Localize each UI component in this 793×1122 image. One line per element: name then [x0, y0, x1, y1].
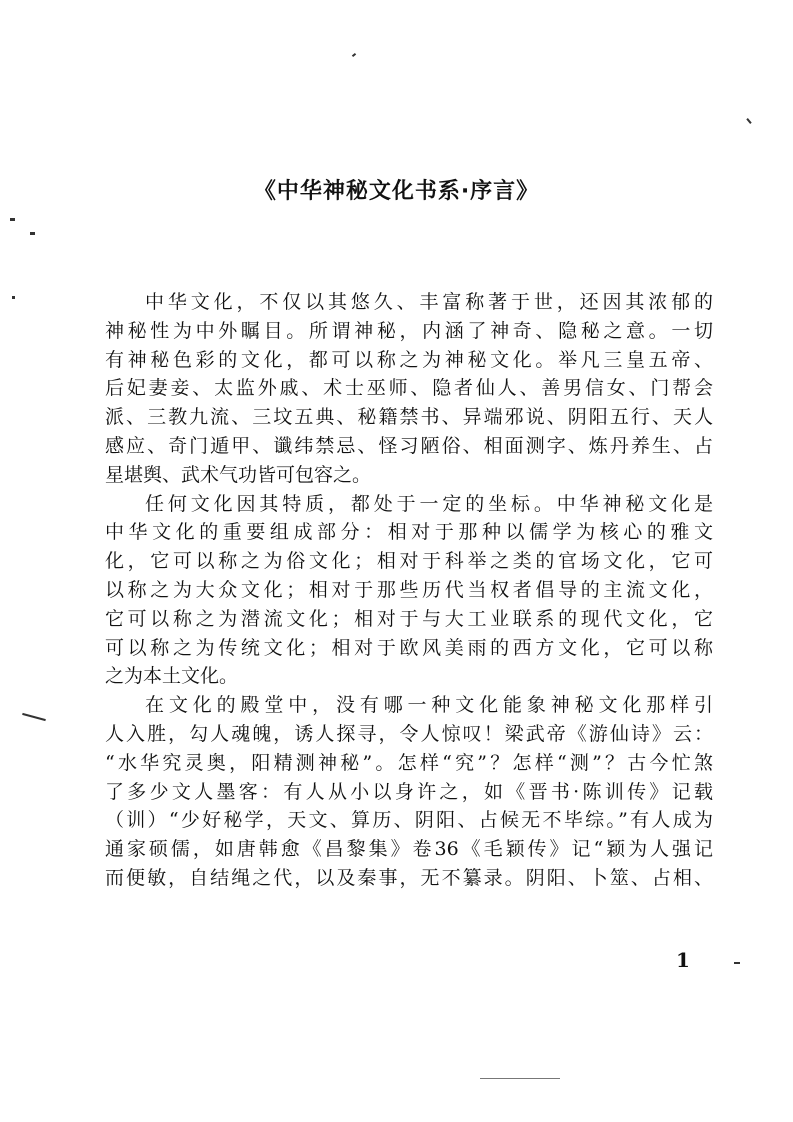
paragraph — [105, 490, 713, 692]
text-line: 在文化的殿堂中，没有哪一种文化能象神秘文化那样引 — [145, 694, 713, 717]
text-line: 感应、奇门遁甲、谶纬禁忌、怪习陋俗、相面测字、炼丹养生、占 — [105, 434, 713, 457]
text-line: “水华究灵奥，阳精测神秘”。怎样“究”？怎样“测”？古今忙煞 — [105, 751, 713, 774]
text-line: 通家硕儒，如唐韩愈《昌黎集》卷36《毛颖传》记“颖为人强记 — [105, 838, 713, 861]
text-line: 中华文化的重要组成部分：相对于那种以儒学为核心的雅文 — [105, 521, 713, 544]
scan-speck — [746, 118, 751, 124]
text-line: 可以称之为传统文化；相对于欧风美雨的西方文化，它可以称 — [105, 636, 713, 659]
text-line: 有神秘色彩的文化，都可以称之为神秘文化。举凡三皇五帝、 — [105, 348, 713, 371]
text-line: 它可以称之为潜流文化；相对于与大工业联系的现代文化，它 — [105, 607, 713, 630]
text-line: 任何文化因其特质，都处于一定的坐标。中华神秘文化是 — [145, 492, 713, 515]
text-line: 以称之为大众文化；相对于那些历代当权者倡导的主流文化， — [105, 578, 713, 601]
text-line: （训）“少好秘学，天文、算历、阴阳、占候无不毕综。”有人成为 — [105, 809, 713, 832]
scan-speck — [352, 53, 356, 57]
scan-speck — [734, 962, 740, 964]
text-line: 派、三教九流、三坟五典、秘籍禁书、异端邪说、阴阳五行、天人 — [105, 406, 713, 429]
text-line: 而便敏，自结绳之代，以及秦事，无不纂录。阴阳、卜筮、占相、 — [105, 866, 713, 889]
page-title: 《中华神秘文化书系·序言》 — [253, 179, 540, 204]
paragraph — [105, 288, 713, 490]
text-line: 之为本土文化。 — [105, 665, 239, 688]
text-line: 化，它可以称之为俗文化；相对于科举之类的官场文化，它可 — [105, 550, 713, 573]
text-line: 人入胜，勾人魂魄，诱人探寻，令人惊叹！梁武帝《游仙诗》云： — [105, 722, 713, 745]
text-line: 中华文化，不仅以其悠久、丰富称著于世，还因其浓郁的 — [145, 291, 713, 313]
body-text — [105, 288, 713, 893]
scan-speck — [10, 218, 15, 221]
text-line: 星堪舆、武术气功皆可包容之。 — [105, 463, 372, 486]
scan-speck — [480, 1078, 560, 1079]
scan-speck — [30, 232, 35, 235]
text-line: 后妃妻妾、太监外戚、术士巫师、隐者仙人、善男信女、门帮会 — [105, 377, 713, 400]
scan-speck — [12, 296, 15, 299]
text-line: 了多少文人墨客：有人从小以身许之，如《晋书·陈训传》记载 — [105, 780, 713, 803]
paragraph — [105, 691, 713, 893]
scan-speck — [22, 713, 46, 721]
text-line: 神秘性为中外瞩目。所谓神秘，内涵了神奇、隐秘之意。一切 — [105, 319, 713, 342]
page-number: 1 — [676, 948, 690, 972]
